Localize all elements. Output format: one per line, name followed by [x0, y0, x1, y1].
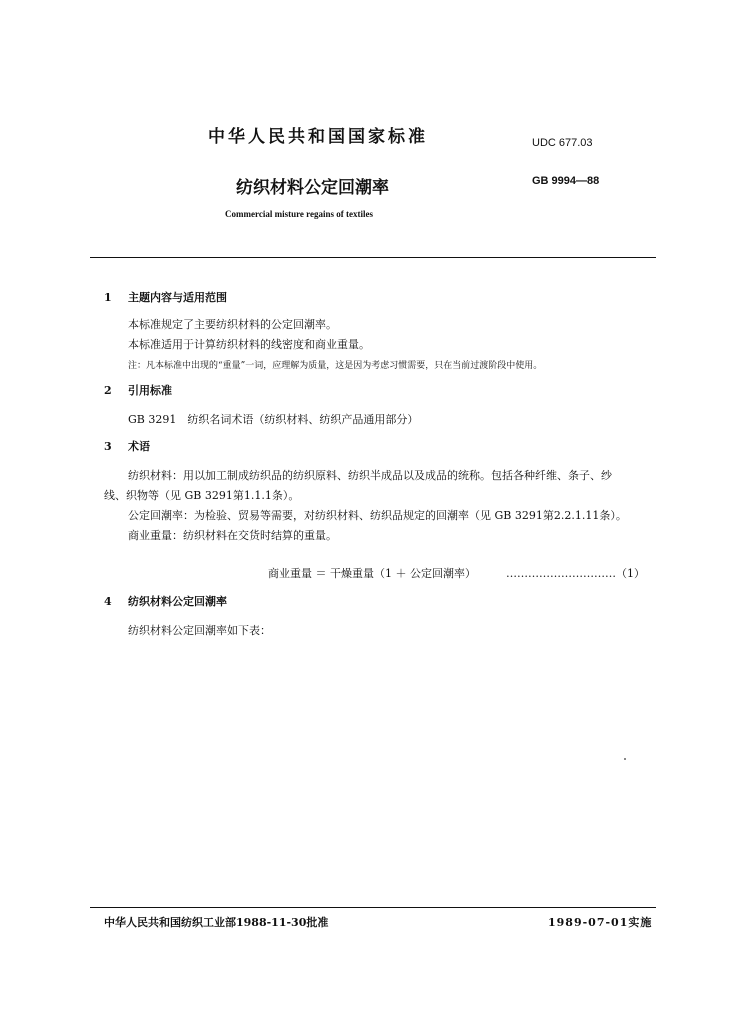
scan-speck: [624, 758, 626, 760]
section-3-definition-textile-line-1: 纺织材料：用以加工制成纺织品的纺织原料、纺织半成品以及成品的统称。包括各种纤维、条子、纱: [128, 469, 612, 482]
gb-number: GB 9994—88: [532, 175, 600, 187]
section-3-number: 3: [104, 440, 112, 453]
section-1-heading: [104, 289, 227, 305]
section-1-paragraph-2: 本标准适用于计算纺织材料的线密度和商业重量。: [128, 338, 370, 351]
section-4-paragraph: 纺织材料公定回潮率如下表：: [128, 624, 271, 637]
section-1-title: 主题内容与适用范围: [128, 291, 227, 304]
english-title: Commercial misture regains of textiles: [225, 209, 373, 219]
equation-1: 商业重量 ＝ 干燥重量（1 ＋ 公定回潮率）: [268, 567, 476, 580]
section-2-number: 2: [104, 384, 112, 397]
equation-1-number: …………………………（1）: [506, 567, 645, 580]
section-3-heading: [104, 438, 150, 454]
section-4-heading: [104, 593, 227, 609]
section-2-title: 引用标准: [128, 384, 172, 397]
approval-line: 中华人民共和国纺织工业部1988-11-30批准: [104, 916, 329, 929]
section-3-title: 术语: [128, 440, 150, 453]
section-4-title: 纺织材料公定回潮率: [128, 595, 227, 608]
header-rule: [90, 257, 656, 258]
section-1-paragraph-1: 本标准规定了主要纺织材料的公定回潮率。: [128, 318, 337, 331]
section-3-definition-regain: 公定回潮率：为检验、贸易等需要，对纺织材料、纺织品规定的回潮率（见 GB 3291第2.2.1.11条）。: [128, 509, 627, 522]
udc-number: UDC 677.03: [532, 137, 593, 149]
national-standard-heading: 中华人民共和国国家标准: [208, 127, 428, 147]
section-3-definition-commercial-weight: 商业重量：纺织材料在交货时结算的重量。: [128, 529, 337, 542]
document-title: 纺织材料公定回潮率: [236, 178, 389, 198]
effective-date: 1989-07-01实施: [548, 916, 653, 929]
section-1-note: 注：凡本标准中出现的“重量”一词，应理解为质量，这是因为考虑习惯需要，只在当前过渡阶段中使用。: [128, 361, 543, 371]
section-4-number: 4: [104, 595, 112, 608]
section-1-number: 1: [104, 291, 112, 304]
section-3-definition-textile-line-2: 线、织物等（见 GB 3291第1.1.1条）。: [104, 489, 300, 502]
section-2-heading: [104, 382, 172, 398]
section-2-reference: GB 3291 纺织名词术语（纺织材料、纺织产品通用部分）: [128, 413, 419, 426]
footer-rule: [90, 907, 656, 908]
